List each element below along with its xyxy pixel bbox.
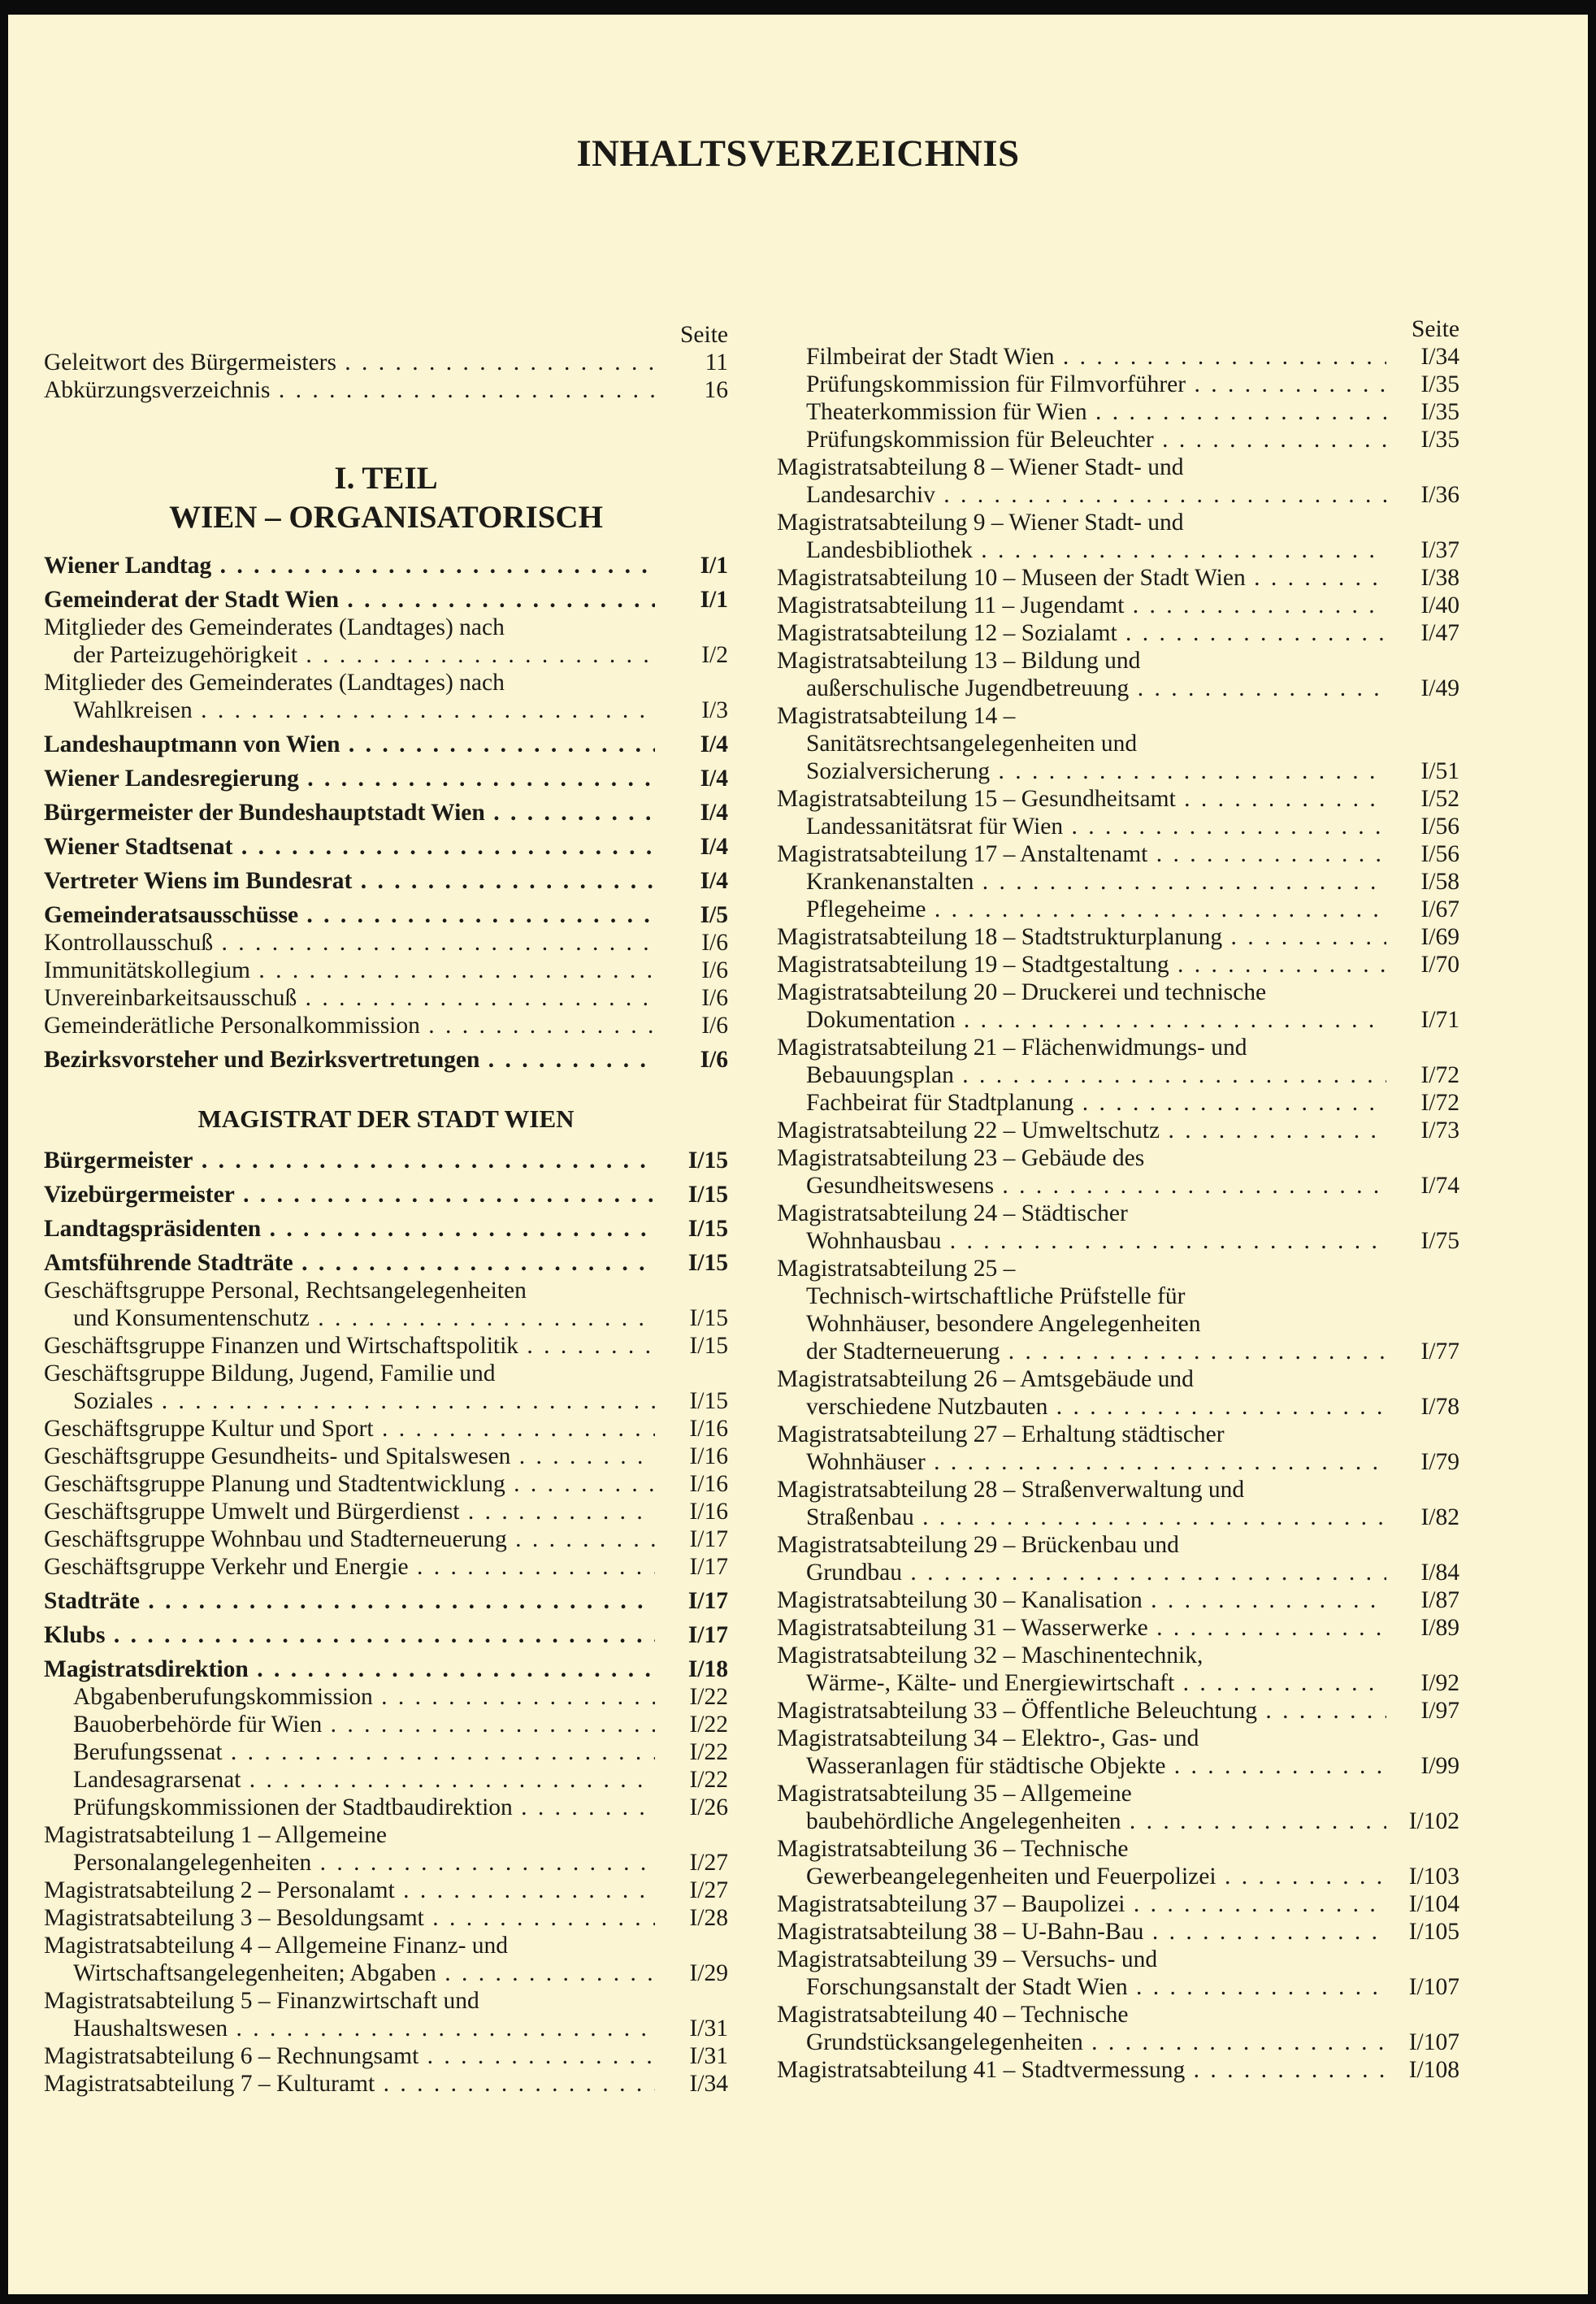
toc-page-number: I/16 bbox=[689, 1499, 728, 1525]
toc-page-number: I/22 bbox=[689, 1767, 728, 1793]
toc-entry[interactable] bbox=[44, 867, 728, 895]
toc-entry-label: Wasseranlagen für städtische Objekte . . . bbox=[777, 1752, 1386, 1780]
toc-entry-label: außerschulische Jugendbetreuung . . . bbox=[777, 675, 1386, 702]
toc-page-number: I/92 bbox=[1420, 1670, 1459, 1696]
toc-entry-label: Vizebürgermeister . . . bbox=[44, 1181, 655, 1208]
toc-entry-label: Technisch-wirtschaftliche Prüfstelle für bbox=[806, 1283, 1186, 1309]
toc-entry-label: Magistratsabteilung 31 – Wasserwerke . . . bbox=[777, 1614, 1386, 1642]
toc-page-number: I/108 bbox=[1408, 2057, 1459, 2083]
toc-entry[interactable] bbox=[777, 1586, 1459, 1614]
toc-page-number: I/77 bbox=[1420, 1339, 1459, 1365]
toc-entry[interactable] bbox=[777, 1780, 1459, 1835]
toc-entry[interactable] bbox=[777, 1642, 1459, 1697]
toc-page-number: I/79 bbox=[1420, 1449, 1459, 1475]
toc-entry-label: Magistratsdirektion . . . bbox=[44, 1655, 655, 1683]
toc-entry[interactable] bbox=[44, 731, 728, 758]
toc-entry[interactable] bbox=[44, 1415, 728, 1443]
toc-entry-label: Magistratsabteilung 36 – Technische bbox=[777, 1836, 1129, 1862]
toc-entry-label: Geschäftsgruppe Bildung, Jugend, Familie und bbox=[44, 1360, 496, 1386]
toc-page-number: I/35 bbox=[1420, 371, 1459, 397]
toc-entry-label: Wiener Stadtsenat . . . bbox=[44, 833, 655, 861]
toc-entry-label: Wiener Landesregierung . . . bbox=[44, 765, 655, 792]
toc-page-number: I/4 bbox=[700, 834, 728, 860]
toc-entry[interactable] bbox=[44, 586, 728, 614]
toc-entry-label: Personalangelegenheiten . . . bbox=[44, 1849, 655, 1877]
toc-page-number: I/3 bbox=[701, 697, 728, 723]
toc-page-number: I/56 bbox=[1420, 841, 1459, 867]
toc-entry-label: Prüfungskommissionen der Stadtbaudirektion . . . bbox=[44, 1794, 655, 1821]
toc-entry-label: Magistratsabteilung 35 – Allgemeine bbox=[777, 1781, 1132, 1807]
toc-entry-label: Unvereinbarkeitsausschuß . . . bbox=[44, 984, 655, 1012]
toc-page-number: I/84 bbox=[1420, 1560, 1459, 1586]
toc-entry[interactable] bbox=[44, 2070, 728, 2098]
toc-entry-label: Fachbeirat für Stadtplanung . . . bbox=[777, 1089, 1386, 1117]
toc-entry-label: Soziales . . . bbox=[44, 1387, 655, 1415]
toc-entry-label: Magistratsabteilung 32 – Maschinentechnik, bbox=[777, 1642, 1204, 1668]
toc-page-number: I/49 bbox=[1420, 675, 1459, 701]
toc-page-number: I/47 bbox=[1420, 620, 1459, 646]
toc-entry[interactable] bbox=[777, 1255, 1459, 1365]
toc-entry-label: Gemeinderätliche Personalkommission . . . bbox=[44, 1012, 655, 1039]
toc-entry[interactable] bbox=[777, 1531, 1459, 1586]
toc-entry[interactable] bbox=[777, 2056, 1459, 2084]
toc-entry-label: Geschäftsgruppe Finanzen und Wirtschaftspolitik . . . bbox=[44, 1332, 655, 1360]
toc-page-number: I/4 bbox=[700, 766, 728, 792]
toc-page-number: I/6 bbox=[701, 957, 728, 983]
toc-entry[interactable] bbox=[44, 1249, 728, 1277]
toc-entry[interactable] bbox=[777, 2001, 1459, 2056]
toc-entry-label: Magistratsabteilung 20 – Druckerei und technische bbox=[777, 979, 1267, 1005]
toc-entry[interactable] bbox=[44, 1738, 728, 1766]
toc-page-number: I/15 bbox=[687, 1148, 728, 1174]
toc-entry[interactable] bbox=[777, 813, 1459, 840]
toc-entry-label: Landessanitätsrat für Wien . . . bbox=[777, 813, 1386, 840]
toc-entry-label: Abkürzungsverzeichnis . . . bbox=[44, 376, 655, 404]
toc-entry[interactable] bbox=[44, 1443, 728, 1470]
toc-entry[interactable] bbox=[777, 509, 1459, 564]
toc-entry-label: Wiener Landtag . . . bbox=[44, 552, 655, 579]
toc-entry-label: Landtagspräsidenten . . . bbox=[44, 1215, 655, 1243]
toc-entry[interactable] bbox=[44, 614, 728, 669]
toc-entry-label: Gemeinderat der Stadt Wien . . . bbox=[44, 586, 655, 614]
toc-page-number: I/67 bbox=[1420, 896, 1459, 922]
toc-entry-label: Magistratsabteilung 39 – Versuchs- und bbox=[777, 1946, 1158, 1972]
toc-entry-label: Landeshauptmann von Wien . . . bbox=[44, 731, 655, 758]
toc-page-number: I/29 bbox=[689, 1960, 728, 1986]
toc-entry[interactable] bbox=[777, 1200, 1459, 1255]
toc-entry-label: Bürgermeister . . . bbox=[44, 1147, 655, 1174]
toc-entry-label: Wirtschaftsangelegenheiten; Abgaben . . . bbox=[44, 1959, 655, 1987]
toc-entry-label: Magistratsabteilung 19 – Stadtgestaltung . . . bbox=[777, 951, 1386, 978]
toc-entry-label: Magistratsabteilung 17 – Anstaltenamt . . . bbox=[777, 840, 1386, 868]
toc-entry-label: Berufungssenat . . . bbox=[44, 1738, 655, 1766]
toc-entry[interactable] bbox=[777, 371, 1459, 398]
toc-page-number: I/17 bbox=[689, 1526, 728, 1552]
toc-entry-label: Sozialversicherung . . . bbox=[777, 757, 1386, 785]
toc-entry-label: Magistratsabteilung 3 – Besoldungsamt . . . bbox=[44, 1904, 655, 1932]
toc-entry[interactable] bbox=[44, 901, 728, 929]
toc-entry[interactable] bbox=[777, 1089, 1459, 1117]
toc-entry-label: Magistratsabteilung 27 – Erhaltung städtischer bbox=[777, 1421, 1225, 1447]
toc-entry-label: Sanitätsrechtsangelegenheiten und bbox=[806, 731, 1138, 757]
toc-page-number: I/34 bbox=[1420, 344, 1459, 370]
toc-entry[interactable] bbox=[44, 929, 728, 957]
toc-entry[interactable] bbox=[777, 453, 1459, 509]
toc-entry-label: baubehördliche Angelegenheiten . . . bbox=[777, 1807, 1386, 1835]
toc-page-number: I/56 bbox=[1420, 814, 1459, 840]
toc-entry-label: Magistratsabteilung 25 – bbox=[777, 1256, 1016, 1282]
toc-entry[interactable] bbox=[777, 978, 1459, 1034]
toc-entry[interactable] bbox=[777, 1918, 1459, 1946]
toc-entry[interactable] bbox=[44, 1794, 728, 1821]
toc-entry[interactable] bbox=[44, 1277, 728, 1332]
toc-page-number: I/69 bbox=[1420, 924, 1459, 950]
toc-entry[interactable] bbox=[777, 1614, 1459, 1642]
toc-page-number: I/15 bbox=[687, 1182, 728, 1208]
toc-entry[interactable] bbox=[777, 647, 1459, 702]
toc-entry-label: Bebauungsplan . . . bbox=[777, 1061, 1386, 1089]
page-title: INHALTSVERZEICHNIS bbox=[576, 132, 1020, 175]
toc-page-number: 11 bbox=[705, 349, 728, 375]
toc-page-number: I/104 bbox=[1408, 1891, 1459, 1917]
toc-entry[interactable] bbox=[44, 1470, 728, 1498]
toc-entry[interactable] bbox=[777, 1421, 1459, 1476]
toc-entry-label: Magistratsabteilung 6 – Rechnungsamt . . . bbox=[44, 2042, 655, 2070]
toc-entry-label: Geschäftsgruppe Umwelt und Bürgerdienst . . . bbox=[44, 1498, 655, 1525]
toc-entry-label: Magistratsabteilung 28 – Straßenverwaltung und bbox=[777, 1477, 1245, 1503]
toc-page-number: I/15 bbox=[687, 1216, 728, 1242]
toc-entry-label: Grundstücksangelegenheiten . . . bbox=[777, 2028, 1386, 2056]
toc-entry[interactable] bbox=[44, 1987, 728, 2042]
toc-entry-label: Landesagrarsenat . . . bbox=[44, 1766, 655, 1794]
toc-page-number: I/22 bbox=[689, 1684, 728, 1710]
toc-entry-label: Geschäftsgruppe Wohnbau und Stadterneuerung . . . bbox=[44, 1525, 655, 1553]
toc-page-number: I/4 bbox=[700, 868, 728, 894]
toc-page-number: I/22 bbox=[689, 1739, 728, 1765]
toc-entry-label: Magistratsabteilung 40 – Technische bbox=[777, 2002, 1129, 2028]
toc-entry-label: Magistratsabteilung 29 – Brückenbau und bbox=[777, 1532, 1179, 1558]
toc-entry[interactable] bbox=[777, 1144, 1459, 1200]
toc-page-number: I/107 bbox=[1408, 1974, 1459, 2000]
toc-page-number: I/16 bbox=[689, 1416, 728, 1442]
toc-page-number: I/27 bbox=[689, 1877, 728, 1903]
toc-entry[interactable] bbox=[777, 951, 1459, 978]
toc-page-number: I/97 bbox=[1420, 1698, 1459, 1724]
toc-entry-label: Magistratsabteilung 38 – U-Bahn-Bau . . . bbox=[777, 1918, 1386, 1946]
toc-entry[interactable] bbox=[777, 923, 1459, 951]
seite-header-left: Seite bbox=[680, 322, 728, 348]
toc-entry-label: Dokumentation . . . bbox=[777, 1006, 1386, 1034]
toc-entry-label: Magistratsabteilung 15 – Gesundheitsamt . . . bbox=[777, 785, 1386, 813]
toc-entry[interactable] bbox=[44, 1587, 728, 1615]
toc-entry-label: Stadträte . . . bbox=[44, 1587, 655, 1615]
toc-entry-label: Magistratsabteilung 18 – Stadtstrukturplanung . . . bbox=[777, 923, 1386, 951]
toc-entry[interactable] bbox=[44, 984, 728, 1012]
toc-entry[interactable] bbox=[44, 669, 728, 724]
toc-entry-label: Gesundheitswesens . . . bbox=[777, 1172, 1386, 1200]
toc-entry[interactable] bbox=[44, 1655, 728, 1683]
seite-header-right: Seite bbox=[1412, 316, 1459, 342]
toc-entry[interactable] bbox=[44, 1904, 728, 1932]
toc-entry[interactable] bbox=[777, 1835, 1459, 1890]
toc-page-number: I/16 bbox=[689, 1443, 728, 1469]
toc-entry-label: Abgabenberufungskommission . . . bbox=[44, 1683, 655, 1711]
toc-entry-label: Landesarchiv . . . bbox=[777, 481, 1386, 509]
toc-entry[interactable] bbox=[44, 1621, 728, 1649]
toc-page-number: I/28 bbox=[689, 1905, 728, 1931]
toc-page-number: I/89 bbox=[1420, 1615, 1459, 1641]
toc-entry-label: Geschäftsgruppe Verkehr und Energie . . . bbox=[44, 1553, 655, 1581]
toc-entry[interactable] bbox=[777, 1725, 1459, 1780]
toc-page-number: I/6 bbox=[701, 1013, 728, 1039]
toc-page-number: I/4 bbox=[700, 731, 728, 757]
toc-page-number: I/1 bbox=[700, 553, 728, 579]
toc-entry-label: Haushaltswesen . . . bbox=[44, 2015, 655, 2042]
toc-entry[interactable] bbox=[44, 349, 728, 376]
toc-page-number: I/15 bbox=[689, 1388, 728, 1414]
toc-entry[interactable] bbox=[777, 1697, 1459, 1725]
toc-page-number: I/6 bbox=[700, 1047, 728, 1073]
toc-entry[interactable] bbox=[44, 1711, 728, 1738]
toc-entry[interactable] bbox=[44, 1821, 728, 1877]
toc-entry[interactable] bbox=[777, 1476, 1459, 1531]
toc-entry[interactable] bbox=[44, 1181, 728, 1208]
toc-page-number: I/17 bbox=[687, 1588, 728, 1614]
toc-page-number: I/51 bbox=[1420, 758, 1459, 784]
toc-page-number: I/5 bbox=[700, 902, 728, 928]
toc-entry[interactable] bbox=[44, 1766, 728, 1794]
toc-page-number: 16 bbox=[704, 377, 728, 403]
toc-page-number: I/34 bbox=[689, 2071, 728, 2097]
toc-page-number: I/6 bbox=[701, 930, 728, 956]
toc-page-number: I/26 bbox=[689, 1794, 728, 1820]
toc-entry[interactable] bbox=[44, 1046, 728, 1074]
toc-entry-label: Magistratsabteilung 10 – Museen der Stadt Wien . . . bbox=[777, 564, 1386, 592]
toc-page-number: I/35 bbox=[1420, 427, 1459, 453]
toc-page-number: I/105 bbox=[1408, 1919, 1459, 1945]
toc-entry-label: Magistratsabteilung 22 – Umweltschutz . . . bbox=[777, 1117, 1386, 1144]
toc-entry[interactable] bbox=[44, 799, 728, 827]
toc-entry-label: Pflegeheime . . . bbox=[777, 896, 1386, 923]
toc-entry[interactable] bbox=[777, 868, 1459, 896]
toc-entry-label: Theaterkommission für Wien . . . bbox=[777, 398, 1386, 426]
toc-page-number: I/18 bbox=[687, 1656, 728, 1682]
toc-entry[interactable] bbox=[777, 1117, 1459, 1144]
toc-entry-label: Magistratsabteilung 11 – Jugendamt . . . bbox=[777, 592, 1386, 619]
toc-entry-label: Magistratsabteilung 30 – Kanalisation . . . bbox=[777, 1586, 1386, 1614]
toc-entry-label: Magistratsabteilung 9 – Wiener Stadt- und bbox=[777, 510, 1184, 536]
toc-entry-label: Straßenbau . . . bbox=[777, 1503, 1386, 1531]
toc-entry[interactable] bbox=[44, 1525, 728, 1553]
toc-page-number: I/70 bbox=[1420, 952, 1459, 978]
toc-left-column bbox=[44, 321, 728, 2098]
toc-page-number: I/36 bbox=[1420, 482, 1459, 508]
toc-entry-label: Mitglieder des Gemeinderates (Landtages) nach bbox=[44, 670, 505, 696]
toc-entry[interactable] bbox=[44, 552, 728, 579]
toc-entry[interactable] bbox=[777, 1890, 1459, 1918]
toc-right-column bbox=[777, 315, 1459, 2084]
magistrat-heading: MAGISTRAT DER STADT WIEN bbox=[197, 1104, 575, 1133]
toc-entry[interactable] bbox=[44, 957, 728, 984]
toc-page-number: I/15 bbox=[689, 1305, 728, 1331]
toc-entry-label: Landesbibliothek . . . bbox=[777, 536, 1386, 564]
part-title: I. TEIL bbox=[334, 461, 438, 496]
toc-page-number: I/82 bbox=[1420, 1504, 1459, 1530]
toc-entry[interactable] bbox=[44, 1683, 728, 1711]
toc-entry-label: Magistratsabteilung 7 – Kulturamt . . . bbox=[44, 2070, 655, 2098]
toc-entry-label: Mitglieder des Gemeinderates (Landtages) nach bbox=[44, 614, 505, 640]
toc-entry-label: Bauoberbehörde für Wien . . . bbox=[44, 1711, 655, 1738]
toc-page-number: I/52 bbox=[1420, 786, 1459, 812]
toc-page-number: I/1 bbox=[700, 587, 728, 613]
toc-page-number: I/78 bbox=[1420, 1394, 1459, 1420]
toc-entry-label: Gemeinderatsausschüsse . . . bbox=[44, 901, 655, 929]
toc-entry[interactable] bbox=[777, 564, 1459, 592]
toc-entry-label: Magistratsabteilung 14 – bbox=[777, 703, 1016, 729]
toc-page-number: I/27 bbox=[689, 1850, 728, 1876]
scan-border-left bbox=[0, 0, 8, 2304]
toc-page-number: I/6 bbox=[701, 985, 728, 1011]
toc-entry-label: der Parteizugehörigkeit . . . bbox=[44, 641, 655, 669]
toc-page-number: I/58 bbox=[1420, 869, 1459, 895]
toc-entry[interactable] bbox=[44, 2042, 728, 2070]
toc-page-number: I/35 bbox=[1420, 399, 1459, 425]
toc-entry[interactable] bbox=[44, 765, 728, 792]
toc-entry[interactable] bbox=[777, 702, 1459, 785]
toc-entry-label: Magistratsabteilung 4 – Allgemeine Finanz- und bbox=[44, 1933, 509, 1959]
toc-entry[interactable] bbox=[777, 398, 1459, 426]
toc-entry-label: Amtsführende Stadträte . . . bbox=[44, 1249, 655, 1277]
scan-border-top bbox=[0, 0, 1596, 15]
toc-entry-label: Geschäftsgruppe Kultur und Sport . . . bbox=[44, 1415, 655, 1443]
toc-entry-label: Wohnhäuser, besondere Angelegenheiten bbox=[806, 1311, 1201, 1337]
toc-page-number: I/107 bbox=[1408, 2029, 1459, 2055]
toc-page-number: I/17 bbox=[687, 1622, 728, 1648]
toc-entry[interactable] bbox=[777, 426, 1459, 453]
toc-entry[interactable] bbox=[44, 1360, 728, 1415]
toc-page-number: I/72 bbox=[1420, 1090, 1459, 1116]
toc-entry-label: Kontrollausschuß . . . bbox=[44, 929, 655, 957]
toc-entry-label: Magistratsabteilung 26 – Amtsgebäude und bbox=[777, 1366, 1194, 1392]
toc-entry[interactable] bbox=[777, 840, 1459, 868]
toc-page-number: I/15 bbox=[687, 1250, 728, 1276]
toc-entry-label: Vertreter Wiens im Bundesrat . . . bbox=[44, 867, 655, 895]
toc-entry-label: Geschäftsgruppe Gesundheits- und Spitalswesen . . . bbox=[44, 1443, 655, 1470]
toc-entry-label: Immunitätskollegium . . . bbox=[44, 957, 655, 984]
toc-entry-label: Wärme-, Kälte- und Energiewirtschaft . . . bbox=[777, 1669, 1386, 1697]
toc-page-number: I/87 bbox=[1420, 1587, 1459, 1613]
toc-entry[interactable] bbox=[777, 785, 1459, 813]
toc-entry-label: Geschäftsgruppe Personal, Rechtsangelegenheiten bbox=[44, 1278, 527, 1304]
toc-entry[interactable] bbox=[777, 1365, 1459, 1421]
toc-page-number: I/4 bbox=[700, 800, 728, 826]
toc-entry-label: Magistratsabteilung 33 – Öffentliche Beleuchtung . . . bbox=[777, 1697, 1386, 1725]
toc-entry-label: Forschungsanstalt der Stadt Wien . . . bbox=[777, 1973, 1386, 2001]
toc-page-number: I/71 bbox=[1420, 1007, 1459, 1033]
toc-page-number: I/31 bbox=[689, 2015, 728, 2041]
toc-entry-label: Bürgermeister der Bundeshauptstadt Wien . . . bbox=[44, 799, 655, 827]
toc-entry-label: Magistratsabteilung 41 – Stadtvermessung . . . bbox=[777, 2056, 1386, 2084]
toc-page-number: I/37 bbox=[1420, 537, 1459, 563]
toc-entry[interactable] bbox=[44, 1877, 728, 1904]
part-subtitle: WIEN – ORGANISATORISCH bbox=[169, 500, 603, 535]
toc-entry-label: Bezirksvorsteher und Bezirksvertretungen . . . bbox=[44, 1046, 655, 1074]
toc-entry-label: und Konsumentenschutz . . . bbox=[44, 1304, 655, 1332]
toc-entry[interactable] bbox=[44, 1147, 728, 1174]
toc-entry-label: Magistratsabteilung 21 – Flächenwidmungs- und bbox=[777, 1035, 1247, 1061]
toc-entry-label: Magistratsabteilung 24 – Städtischer bbox=[777, 1200, 1128, 1226]
toc-page-number: I/72 bbox=[1420, 1062, 1459, 1088]
toc-page-number: I/17 bbox=[689, 1554, 728, 1580]
toc-entry-label: Geleitwort des Bürgermeisters . . . bbox=[44, 349, 655, 376]
toc-entry-label: Prüfungskommission für Beleuchter . . . bbox=[777, 426, 1386, 453]
toc-entry-label: Grundbau . . . bbox=[777, 1559, 1386, 1586]
toc-entry-label: Magistratsabteilung 1 – Allgemeine bbox=[44, 1822, 387, 1848]
toc-page-number: I/16 bbox=[689, 1471, 728, 1497]
toc-entry[interactable] bbox=[44, 1012, 728, 1039]
toc-entry[interactable] bbox=[777, 619, 1459, 647]
toc-entry-label: Wahlkreisen . . . bbox=[44, 696, 655, 724]
toc-entry[interactable] bbox=[44, 376, 728, 404]
toc-entry-label: verschiedene Nutzbauten . . . bbox=[777, 1393, 1386, 1421]
toc-entry[interactable] bbox=[44, 1932, 728, 1987]
toc-entry[interactable] bbox=[777, 896, 1459, 923]
toc-entry-label: Krankenanstalten . . . bbox=[777, 868, 1386, 896]
toc-entry-label: Magistratsabteilung 37 – Baupolizei . . . bbox=[777, 1890, 1386, 1918]
toc-entry[interactable] bbox=[44, 833, 728, 861]
toc-entry[interactable] bbox=[44, 1498, 728, 1525]
toc-entry-label: Magistratsabteilung 23 – Gebäude des bbox=[777, 1145, 1145, 1171]
toc-page-number: I/15 bbox=[689, 1333, 728, 1359]
toc-page-number: I/40 bbox=[1420, 592, 1459, 618]
toc-entry-label: Klubs . . . bbox=[44, 1621, 655, 1649]
toc-page-number: I/73 bbox=[1420, 1117, 1459, 1143]
toc-page-number: I/102 bbox=[1408, 1808, 1459, 1834]
toc-entry[interactable] bbox=[777, 343, 1459, 371]
toc-page-number: I/74 bbox=[1420, 1173, 1459, 1199]
scan-border-right bbox=[1588, 0, 1596, 2304]
toc-entry-label: Magistratsabteilung 12 – Sozialamt . . . bbox=[777, 619, 1386, 647]
toc-entry-label: Filmbeirat der Stadt Wien . . . bbox=[777, 343, 1386, 371]
toc-entry[interactable] bbox=[777, 1946, 1459, 2001]
toc-page-number: I/99 bbox=[1420, 1753, 1459, 1779]
toc-entry-label: Magistratsabteilung 13 – Bildung und bbox=[777, 648, 1141, 674]
toc-entry-label: Wohnhäuser . . . bbox=[777, 1448, 1386, 1476]
toc-entry-label: Magistratsabteilung 8 – Wiener Stadt- und bbox=[777, 454, 1184, 480]
toc-entry-label: Gewerbeangelegenheiten und Feuerpolizei . . . bbox=[777, 1863, 1386, 1890]
toc-page-number: I/31 bbox=[689, 2043, 728, 2069]
scan-border-bottom bbox=[0, 2294, 1596, 2304]
toc-entry-label: Prüfungskommission für Filmvorführer . . . bbox=[777, 371, 1386, 398]
toc-entry[interactable] bbox=[44, 1332, 728, 1360]
toc-entry[interactable] bbox=[777, 1034, 1459, 1089]
toc-entry-label: der Stadterneuerung . . . bbox=[777, 1338, 1386, 1365]
toc-entry-label: Magistratsabteilung 2 – Personalamt . . . bbox=[44, 1877, 655, 1904]
toc-entry[interactable] bbox=[777, 592, 1459, 619]
toc-entry-label: Geschäftsgruppe Planung und Stadtentwicklung . . . bbox=[44, 1470, 655, 1498]
toc-entry[interactable] bbox=[44, 1215, 728, 1243]
toc-entry-label: Wohnhausbau . . . bbox=[777, 1227, 1386, 1255]
toc-page-number: I/22 bbox=[689, 1712, 728, 1738]
toc-entry[interactable] bbox=[44, 1553, 728, 1581]
toc-page-number: I/103 bbox=[1408, 1864, 1459, 1890]
toc-entry-label: Magistratsabteilung 34 – Elektro-, Gas- und bbox=[777, 1725, 1199, 1751]
toc-entry-label: Magistratsabteilung 5 – Finanzwirtschaft und bbox=[44, 1988, 479, 2014]
toc-page-number: I/75 bbox=[1420, 1228, 1459, 1254]
toc-page-number: I/38 bbox=[1420, 565, 1459, 591]
toc-page-number: I/2 bbox=[701, 642, 728, 668]
